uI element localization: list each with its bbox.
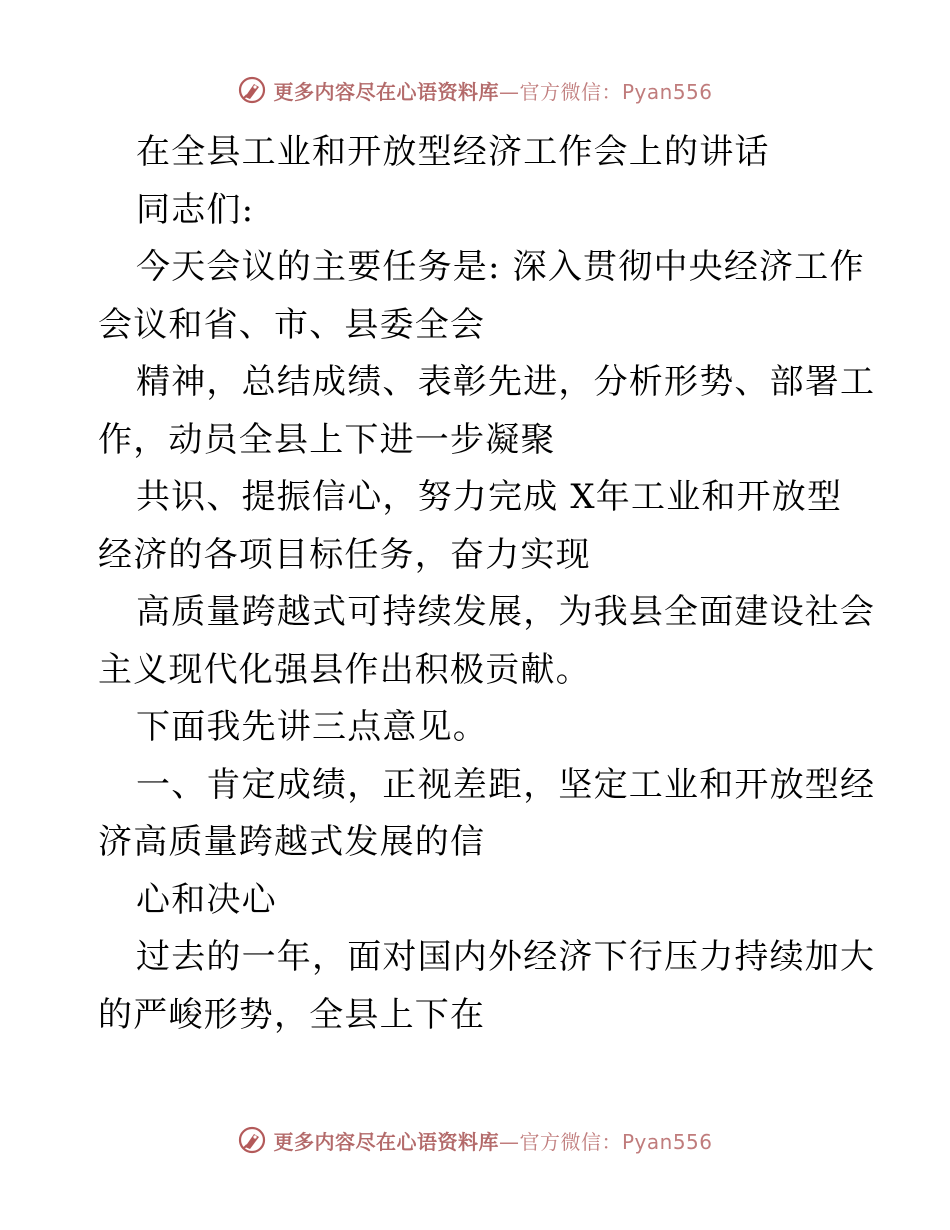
- watermark-main-text: 更多内容尽在心语资料库: [273, 79, 499, 104]
- document-line: 心和决心: [136, 879, 277, 920]
- document-line: 今天会议的主要任务是: 深入贯彻中央经济工作: [136, 247, 865, 287]
- watermark-text: [273, 1126, 712, 1155]
- document-line: 济高质量跨越式发展的信: [98, 822, 486, 862]
- document-line: 作，动员全县上下进一步凝聚: [98, 419, 556, 460]
- document-line: 经济的各项目标任务，奋力实现: [98, 534, 591, 575]
- document-line: 高质量跨越式可持续发展，为我县全面建设社会: [136, 592, 876, 632]
- document-line: 下面我先讲三点意见。: [136, 707, 488, 747]
- header-watermark-banner: [0, 70, 950, 110]
- watermark-text: [273, 76, 712, 105]
- document-line: 过去的一年，面对国内外经济下行压力持续加大: [136, 937, 876, 977]
- pen-nib-logo-icon: [237, 75, 267, 105]
- document-body: [98, 124, 876, 1044]
- document-line: 会议和省、市、县委全会: [98, 304, 486, 345]
- document-line: 的严峻形势，全县上下在: [98, 994, 486, 1035]
- document-line: 在全县工业和开放型经济工作会上的讲话: [136, 132, 770, 172]
- footer-watermark-banner: [0, 1120, 950, 1160]
- document-line: 主义现代化强县作出积极贡献。: [98, 649, 591, 690]
- pen-nib-logo-icon: [237, 1125, 267, 1155]
- document-line: 一、肯定成绩，正视差距，坚定工业和开放型经: [136, 764, 876, 805]
- watermark-dash: —: [498, 1129, 520, 1154]
- watermark-id-text: Pyan556: [621, 1129, 713, 1154]
- watermark-sub-text: 官方微信：: [519, 1129, 622, 1154]
- watermark-id-text: Pyan556: [621, 79, 713, 104]
- watermark-sub-text: 官方微信：: [519, 79, 622, 104]
- watermark-dash: —: [498, 79, 520, 104]
- document-line: 同志们:: [136, 189, 255, 230]
- document-line: 共识、提振信心，努力完成 X年工业和开放型: [136, 477, 843, 517]
- document-line: 精神，总结成绩、表彰先进，分析形势、部署工: [136, 362, 876, 402]
- watermark-main-text: 更多内容尽在心语资料库: [273, 1129, 499, 1154]
